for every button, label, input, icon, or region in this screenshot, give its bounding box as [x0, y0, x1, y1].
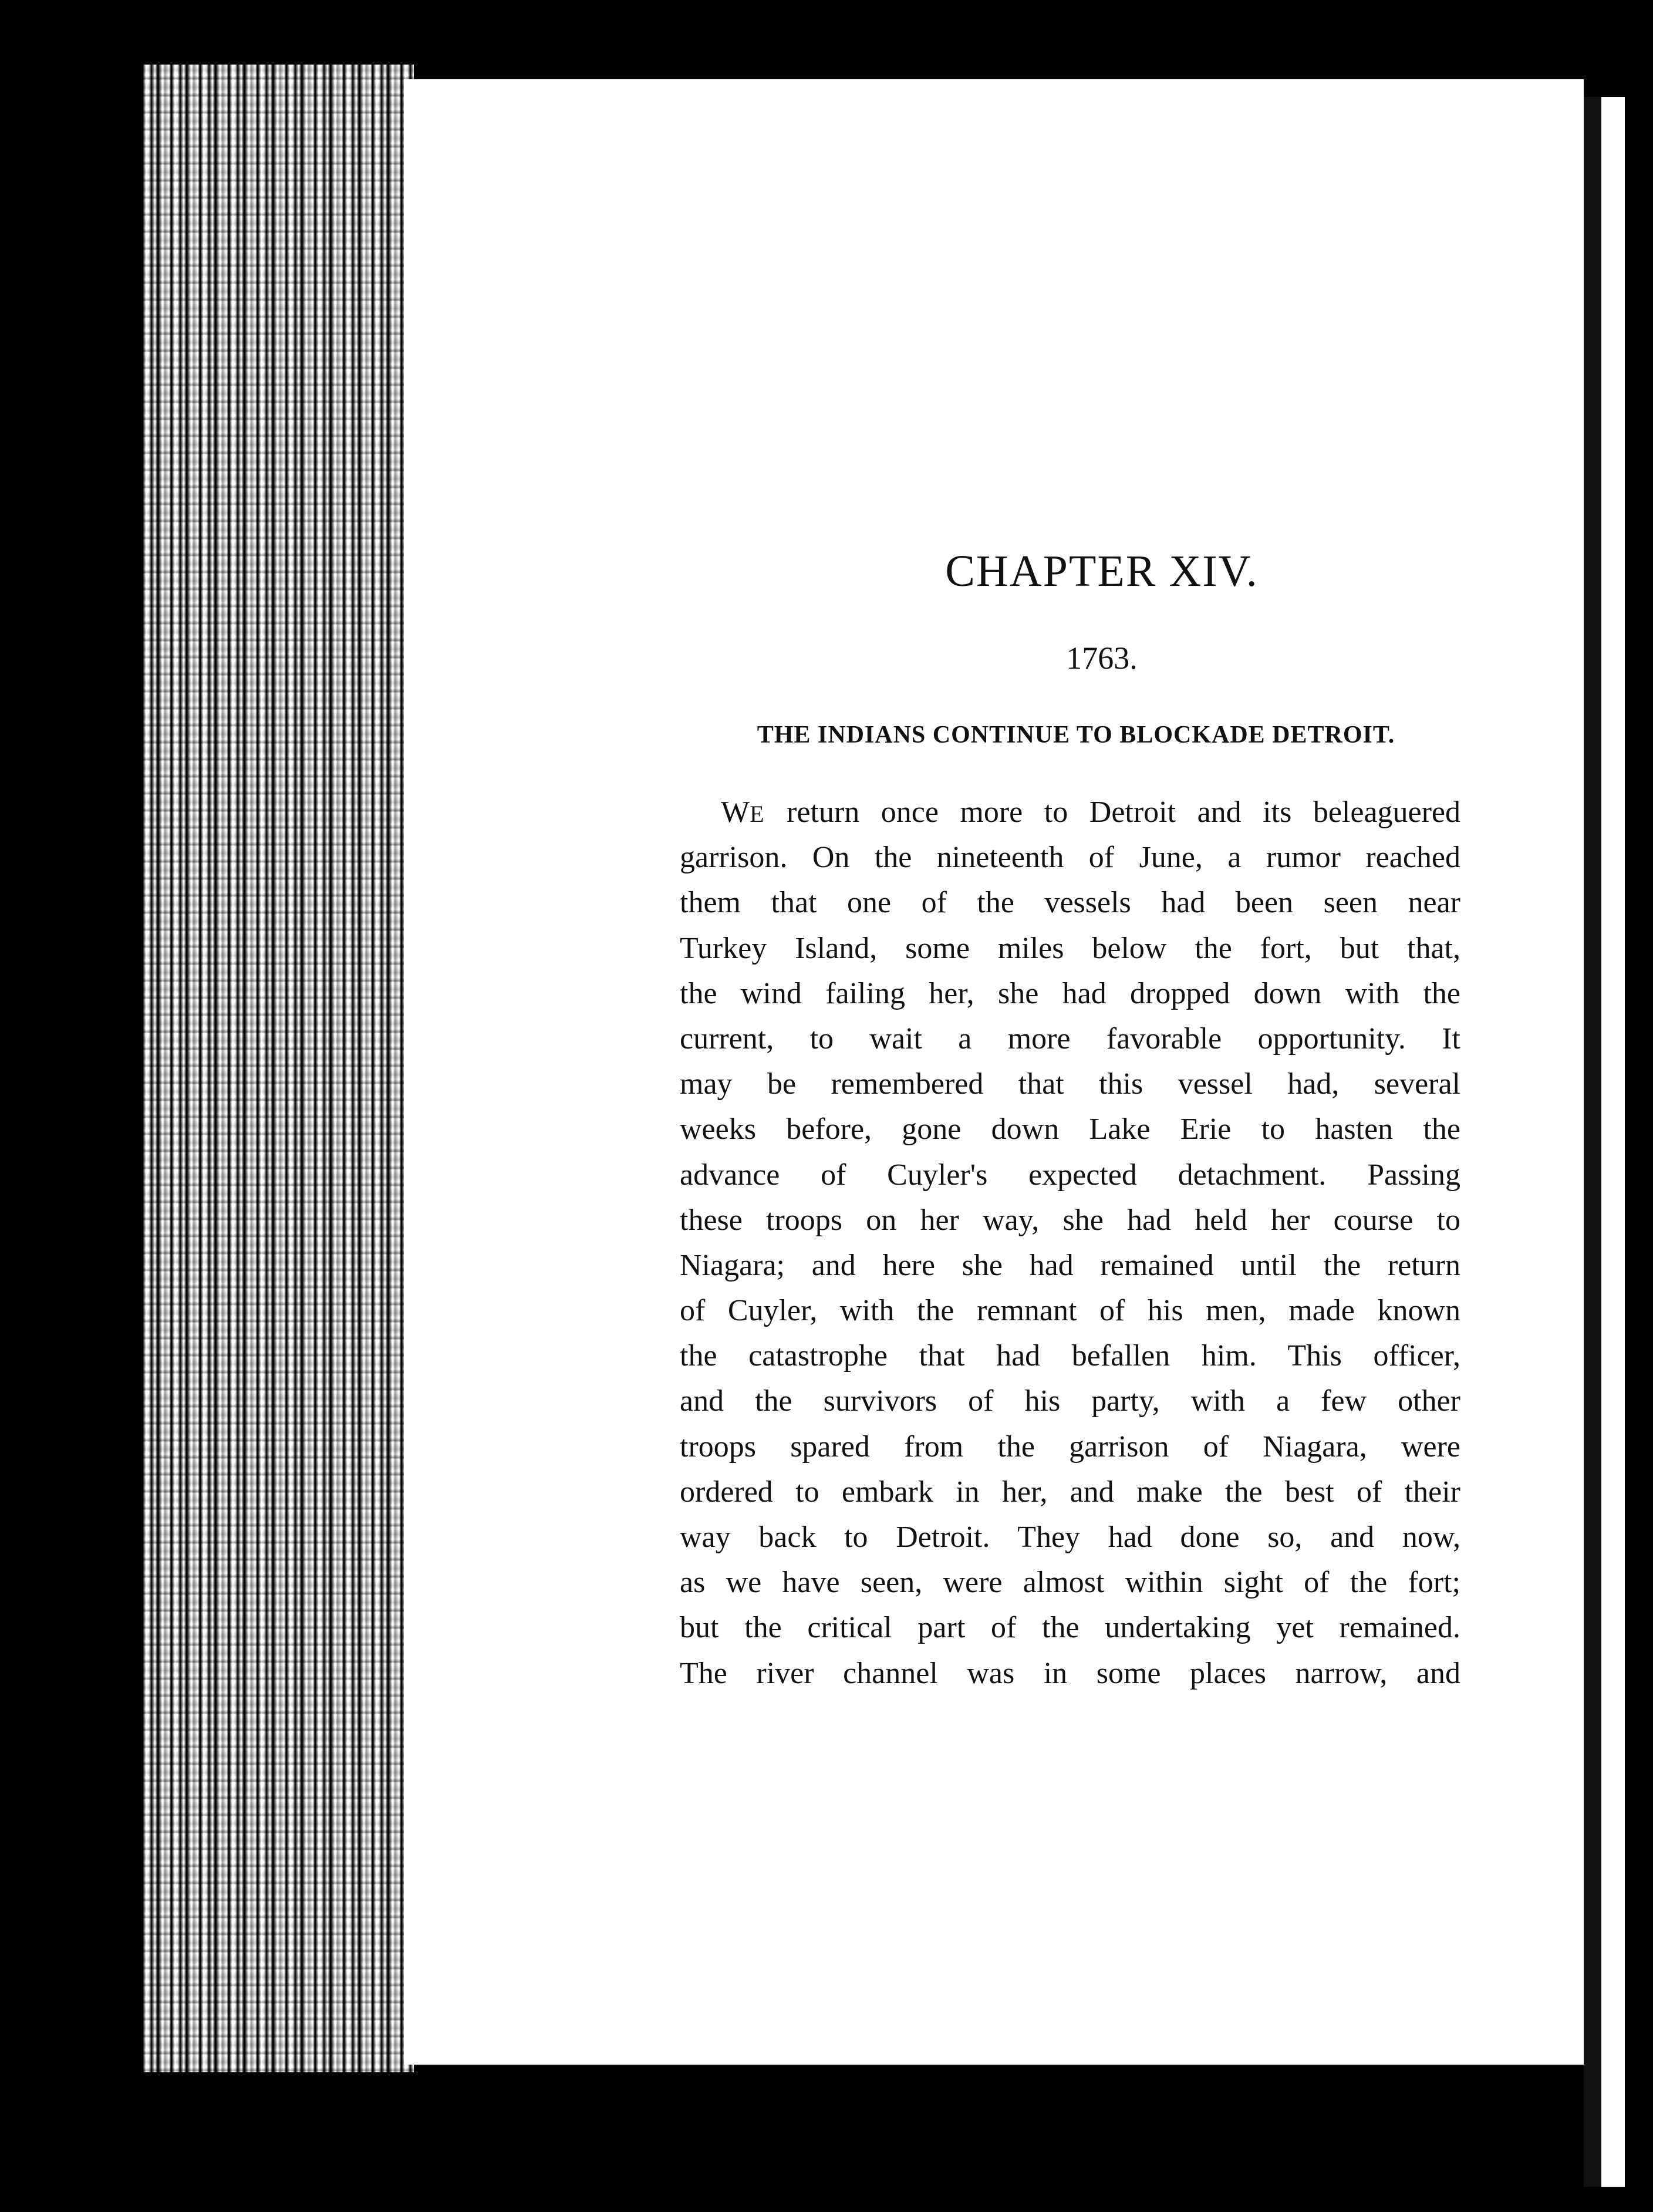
chapter-title: CHAPTER XIV. [945, 547, 1259, 596]
first-line-text: return once more to Detroit and its beleaguered [765, 795, 1460, 829]
text-line: garrison. On the nineteenth of June, a rumor reached [680, 841, 1460, 875]
text-line: as we have seen, were almost within sight of the fort; [680, 1566, 1460, 1600]
text-line: of Cuyler, with the remnant of his men, made known [680, 1294, 1460, 1328]
text-line: Niagara; and here she had remained until the return [680, 1248, 1460, 1282]
text-line: and the survivors of his party, with a few other [680, 1384, 1460, 1418]
text-line: advance of Cuyler's expected detachment. Passing [680, 1158, 1460, 1192]
text-line: current, to wait a more favorable opportunity. It [680, 1021, 1460, 1056]
text-line [680, 790, 1460, 835]
text-line: weeks before, gone down Lake Erie to hasten the [680, 1112, 1460, 1147]
dropcap-rest: E [750, 801, 765, 827]
text-line: the catastrophe that had befallen him. This officer, [680, 1339, 1460, 1373]
text-line: The river channel was in some places narrow, and [680, 1656, 1460, 1690]
chapter-subtitle: THE INDIANS CONTINUE TO BLOCKADE DETROIT. [757, 721, 1395, 748]
facing-page-edge [1601, 97, 1625, 2187]
text-line: way back to Detroit. They had done so, and now, [680, 1520, 1460, 1554]
book-fore-edge [143, 65, 414, 2072]
text-line: these troops on her way, she had held her course to [680, 1203, 1460, 1237]
text-line: them that one of the vessels had been seen near [680, 886, 1460, 920]
chapter-year: 1763. [1066, 640, 1138, 676]
text-line: troops spared from the garrison of Niagara, were [680, 1429, 1460, 1464]
text-line: Turkey Island, some miles below the fort, but that, [680, 931, 1460, 965]
text-line: ordered to embark in her, and make the best of their [680, 1475, 1460, 1509]
facing-page-shadow [1584, 97, 1601, 2187]
dropcap: W [721, 795, 750, 829]
text-line: the wind failing her, she had dropped down with the [680, 976, 1460, 1010]
body-text [680, 790, 1460, 1696]
text-line: but the critical part of the undertaking yet remained. [680, 1611, 1460, 1645]
text-line: may be remembered that this vessel had, several [680, 1067, 1460, 1101]
